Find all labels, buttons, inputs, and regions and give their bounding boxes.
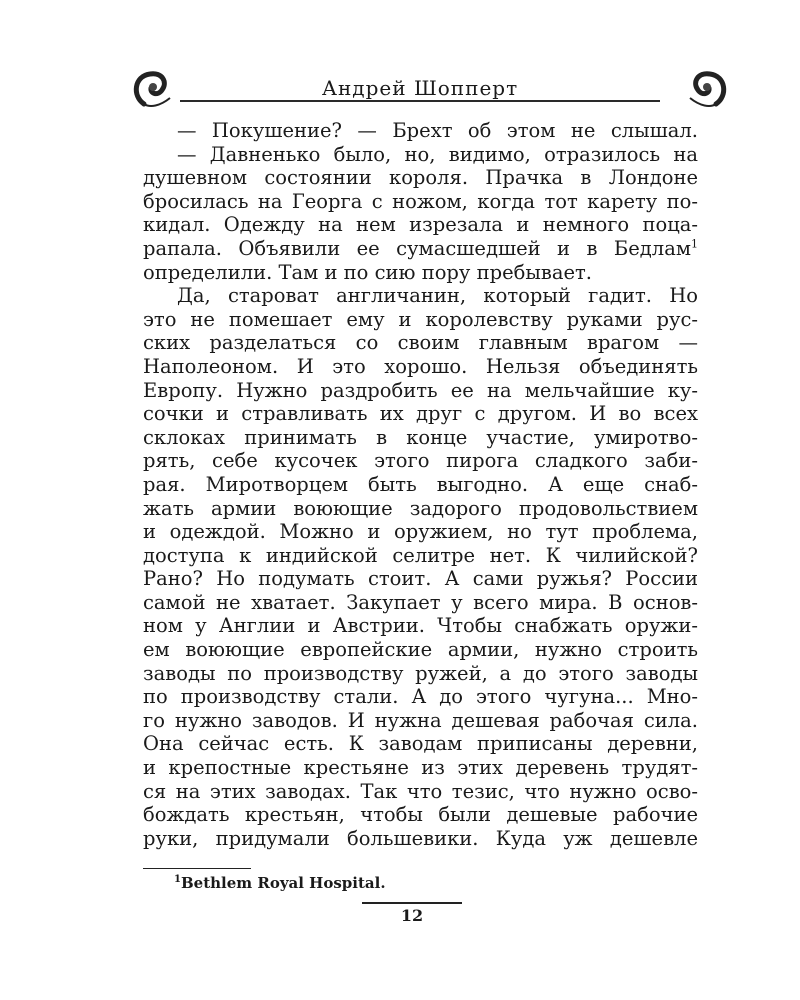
footnote [174, 874, 386, 892]
text-line: доступа к индийской селитре нет. К чилийской? [143, 543, 698, 567]
text-line: и крепостные крестьяне из этих деревень трудят- [143, 756, 698, 780]
text-line: рять, себе кусочек этого пирога сладкого заби- [143, 449, 698, 473]
text-line: это не помешает ему и королевству руками рус- [143, 307, 698, 331]
body-text [143, 119, 698, 850]
text-line: — Покушение? — Брехт об этом не слышал. [177, 119, 698, 142]
text-line: бросилась на Георга с ножом, когда тот карету по- [143, 189, 698, 213]
text-line: ских разделаться со своим главным врагом — [143, 331, 698, 355]
text-line: и одеждой. Можно и оружием, но тут проблема, [143, 520, 698, 544]
text-line: руки, придумали большевики. Куда уж дешевле [143, 826, 698, 850]
text-line: Она сейчас есть. К заводам приписаны деревни, [143, 732, 698, 756]
text-line: самой не хватает. Закупает у всего мира. В основ- [143, 590, 698, 614]
text-line-with-footnote [143, 237, 698, 261]
footnote-number: 1 [174, 874, 181, 885]
text-line: Европу. Нужно раздробить ее на мельчайшие ку- [143, 378, 698, 402]
footnote-text: Bethlem Royal Hospital. [180, 874, 386, 892]
running-header [120, 66, 720, 112]
text-line: бождать крестьян, чтобы были дешевые рабочие [143, 803, 698, 827]
text-line: Рано? Но подумать стоит. А сами ружья? России [143, 567, 698, 591]
ornament-swirl-right-icon [680, 66, 730, 114]
text-line: Да, староват англичанин, который гадит. Но [177, 284, 698, 308]
text-line: Наполеоном. И это хорошо. Нельзя объединять [143, 354, 698, 378]
text-line: ном у Англии и Австрии. Чтобы снабжать оружи- [143, 614, 698, 638]
text-line: жать армии воюющие задорого продовольствием [143, 496, 698, 520]
text-line: душевном состоянии короля. Прачка в Лондоне [143, 166, 698, 190]
page-number-rule [362, 902, 462, 904]
footnote-marker: 1 [691, 237, 698, 251]
text-line: ся на этих заводах. Так что тезис, что нужно осво- [143, 779, 698, 803]
text-line: рая. Миротворцем быть выгодно. А еще снаб- [143, 472, 698, 496]
text-line: склоках принимать в конце участие, умиротво- [143, 425, 698, 449]
footnote-rule [143, 868, 251, 869]
text-line: — Давненько было, но, видимо, отразилось на [177, 142, 698, 166]
header-rule [180, 100, 660, 102]
text-line: по производству стали. А до этого чугуна... Мно- [143, 685, 698, 709]
header-title: Андрей Шопперт [321, 76, 519, 100]
text-line: го нужно заводов. И нужна дешевая рабочая сила. [143, 708, 698, 732]
text-line: заводы по производству ружей, а до этого заводы [143, 661, 698, 685]
page-number: 12 [400, 906, 424, 925]
text-line-content: рапала. Объявили ее сумасшедшей и в Бедлам [143, 236, 691, 260]
text-line: кидал. Одежду на нем изрезала и немного поца- [143, 213, 698, 237]
text-line: ем воюющие европейские армии, нужно строить [143, 638, 698, 662]
text-line: сочки и стравливать их друг с другом. И во всех [143, 402, 698, 426]
text-line: определили. Там и по сию пору пребывает. [143, 260, 592, 284]
